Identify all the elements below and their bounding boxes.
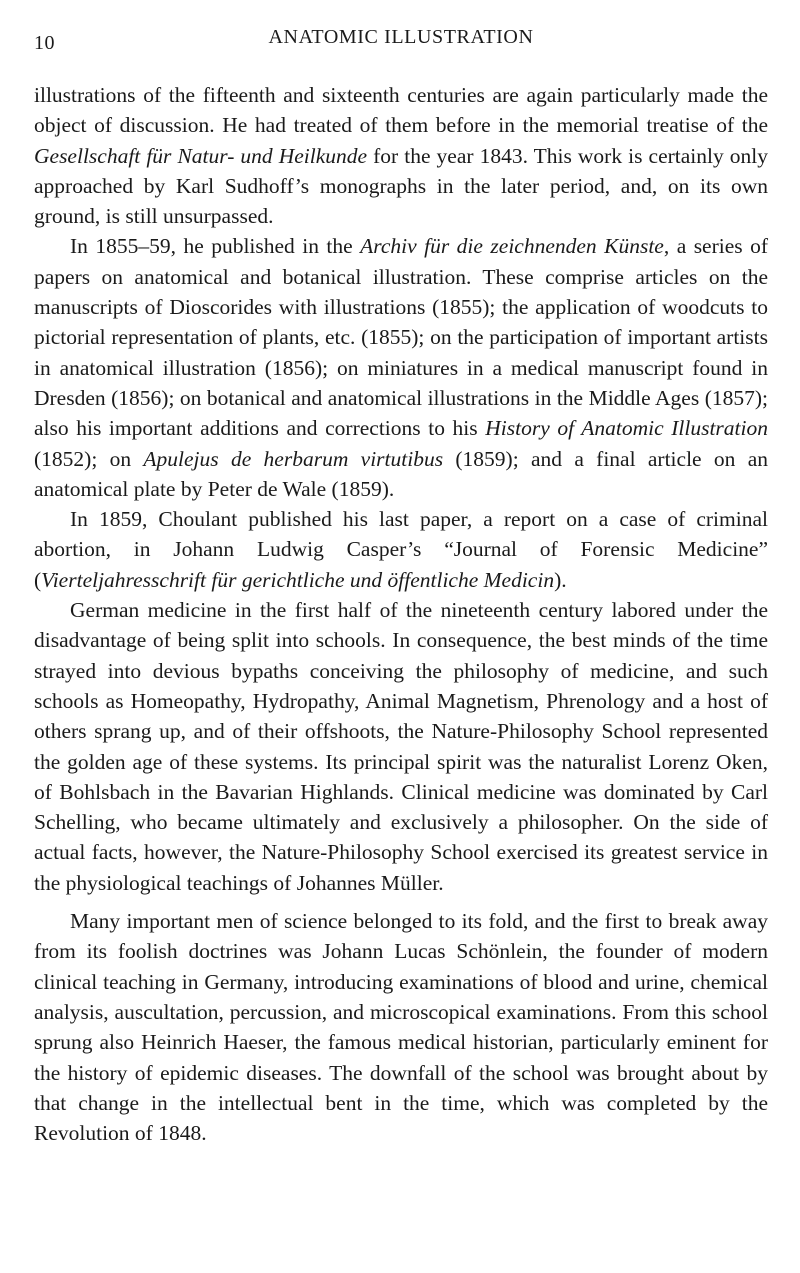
paragraph-4: [34, 595, 768, 898]
paragraph-2-italic-history: History of Anatomic Illustration: [485, 416, 768, 441]
paragraph-4-text: German medicine in the first half of the nineteenth century labored under the disadvantage of being split into schools. In consequence, the best minds of the time strayed into devious bypaths conceiving the philosophy of medicine, and such schools as Homeopathy, Hydropathy, Animal Magnetism, Phrenology and a host of others sprang up, and of their offshoots, the Nature-Philosophy School represented the golden age of these systems. Its principal spirit was the naturalist Lorenz Oken, of Bohlsbach in the Bavarian Highlands. Clinical medicine was dominated by Carl Schelling, who became ultimately and exclusively a philosopher. On the side of actual facts, however, the Nature-Philosophy School exercised its greatest service in the physiological teachings of Johannes Müller.: [34, 598, 768, 895]
book-page: [34, 26, 768, 1148]
paragraph-2-italic-apulejus: Apulejus de herbarum virtutibus: [143, 446, 444, 471]
paragraph-2-text-on: (1852); on: [34, 446, 144, 471]
page-number: 10: [34, 32, 55, 54]
paragraph-3-text: In 1859, Choulant published his last paper, a report on a case of criminal abortion, in Johann Ludwig Casper’s “Journal of Forensic Medicine” (: [34, 507, 768, 592]
paragraph-3-italic-journal: Vierteljahresschrift für gerichtliche und öffentliche Medicin: [41, 567, 555, 592]
paragraph-1-text-end: for the year 1843. This work is certainly only approached by Karl Sudhoff’s monographs in the later period, and, on its own ground, is still unsurpassed.: [34, 143, 768, 229]
paragraph-1-text: illustrations of the fifteenth and sixteenth centuries are again particularly made the object of discussion. He had treated of them before in the memorial treatise of the: [34, 83, 768, 138]
paragraph-1: [34, 80, 768, 231]
paragraph-1-italic-title: Gesellschaft für Natur- und Heilkunde: [34, 143, 368, 168]
body-text: [34, 80, 768, 1148]
paragraph-5-text: Many important men of science belonged to its fold, and the first to break away from its foolish doctrines was Johann Lucas Schönlein, the founder of modern clinical teaching in Germany, introducing examinations of blood and urine, chemical analysis, auscultation, percussion, and microscopical examinations. From this school sprung also Heinrich Haeser, the famous medical historian, particularly eminent for the history of epidemic diseases. The downfall of the school was brought about by that change in the intellectual bent in the time, which was completed by the Revolution of 1848.: [34, 909, 768, 1146]
page-header: [34, 26, 768, 66]
paragraph-2: [34, 231, 768, 504]
paragraph-2-text-end: (1859); and a final article on an anatomical plate by Peter de Wale (1859).: [34, 446, 768, 501]
paragraph-2-text-middle: , a series of papers on anatomical and botanical illustration. These comprise articles on the manuscripts of Dioscorides with illustrations (1855); the application of woodcuts to pictorial representation of plants, etc. (1855); on the participation of important artists in anatomical illustration (1856); on miniatures in a medical manuscript found in Dresden (1856); on botanical and anatomical illustrations in the Middle Ages (1857); also his important additions and corrections to his: [34, 234, 769, 441]
paragraph-5: [34, 906, 768, 1148]
running-head: ANATOMIC ILLUSTRATION: [268, 26, 534, 48]
paragraph-2-italic-archiv: Archiv für die zeichnenden Künste: [360, 234, 664, 259]
paragraph-2-text: In 1855–59, he published in the: [70, 234, 361, 259]
paragraph-3-text-end: ).: [554, 567, 567, 592]
paragraph-3: [34, 504, 768, 595]
